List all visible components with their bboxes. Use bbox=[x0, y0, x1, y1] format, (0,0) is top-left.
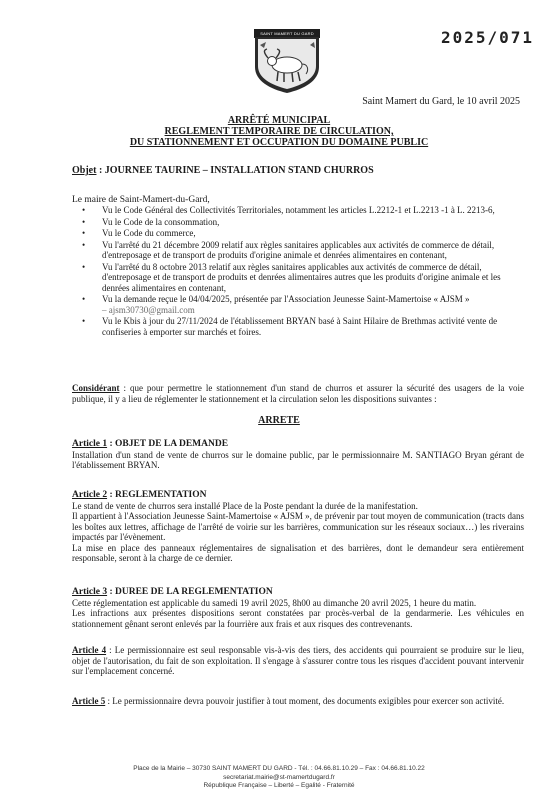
title-line-2: REGLEMENT TEMPORAIRE DE CIRCULATION, bbox=[164, 126, 394, 137]
reference-number: 2025/071 bbox=[440, 28, 534, 47]
article-title: : REGLEMENTATION bbox=[107, 490, 207, 500]
list-item: • Vu le Code de la consommation, bbox=[82, 216, 220, 227]
article-label: Article 4 bbox=[72, 645, 107, 655]
article-text: : Le permissionnaire est seul responsable vis-à-vis des tiers, des accidents qui pourraient se produire sur le lieu, objet de l'autorisation, du fait de son exploitation. Il s'engage à s'assurer contre tous les risques d'accident pouvant intervenir sur l'emplacement concerné. bbox=[72, 645, 525, 676]
email-link[interactable]: – ajsm30730@gmail.com bbox=[102, 304, 195, 315]
vu-text: Vu le Code de la consommation, bbox=[102, 216, 220, 227]
document-title bbox=[0, 115, 558, 148]
vu-text: Vu la demande reçue le 04/04/2025, présentée par l'Association Jeunesse Saint-Mamertoise « AJSM » bbox=[102, 294, 470, 304]
footer-address: Place de la Mairie – 30730 SAINT MAMERT DU GARD - Tél. : 04.66.81.10.29 – Fax : 04.66.81.10.22 bbox=[133, 765, 425, 772]
municipal-crest bbox=[254, 29, 320, 91]
list-item: • Vu la demande reçue le 04/04/2025, présentée par l'Association Jeunesse Saint-Mamertoise « AJSM » – ajsm30730@gmail.com bbox=[82, 294, 470, 315]
article-2-body-2: Il appartient à l'Association Jeunesse Saint-Mamertoise « AJSM », de prévenir par tout moyen de communication (tracts dans les boîtes aux lettres, affichage de l'arrêté de voirie sur les barrières, communication sur les réseaux sociaux…) les riverains impactés par l'évènement. bbox=[72, 511, 525, 542]
list-item: • Vu le Code Général des Collectivités Territoriales, notamment les articles L.2212-1 et L.2213 -1 à L. 2213-6, bbox=[82, 205, 495, 215]
considerant-paragraph bbox=[72, 383, 524, 404]
objet-line bbox=[72, 165, 374, 176]
footer-email[interactable]: secretariat.mairie@st-mamertdugard.fr bbox=[223, 773, 335, 781]
article-2-body: Le stand de vente de churros sera installé Place de la Poste pendant la durée de la manifestation. bbox=[72, 500, 418, 511]
article-2-body-3: La mise en place des panneaux réglementaires de signalisation et des barrières, dont le demandeur sera entièrement responsable, seront à la charge de ce dernier. bbox=[72, 542, 524, 563]
article-title: : DUREE DE LA REGLEMENTATION bbox=[107, 587, 273, 597]
article-1 bbox=[72, 439, 524, 471]
article-3-body: Cette réglementation est applicable du samedi 19 avril 2025, 8h00 au dimanche 20 avril 2025, 1 heure du matin. bbox=[72, 597, 477, 608]
article-2-heading bbox=[72, 490, 524, 501]
considerant-label: Considérant bbox=[72, 383, 120, 393]
considerant-text: : que pour permettre le stationnement d'un stand de churros et assurer la sécurité des usagers de la voie publique, il y a lieu de réglementer le stationnement et la circulation selon les dispositions suivantes : bbox=[72, 383, 524, 404]
title-line-3: DU STATIONNEMENT ET OCCUPATION DU DOMAINE PUBLIC bbox=[129, 137, 429, 148]
article-2 bbox=[72, 490, 524, 564]
article-3-body-2: Les infractions aux présentes dispositions seront constatées par procès-verbal de la gendarmerie. Les véhicules en stationnement gênant seront enlevés par la fourrière aux frais et aux risques des contrevenants. bbox=[72, 608, 524, 629]
vu-text: Vu le Code Général des Collectivités Territoriales, notamment les articles L.2212-1 et L.2213 -1 à L. 2213-6, bbox=[102, 205, 495, 215]
objet-text: : JOURNEE TAURINE – INSTALLATION STAND CHURROS bbox=[96, 165, 374, 176]
article-1-heading bbox=[72, 439, 524, 450]
vu-text: Vu l'arrêté du 8 octobre 2013 relatif aux règles sanitaires applicables aux activités de commerce de détail, d'entreposage et de transport de produits et denrées alimentaires autres que les produits d'origine animale et les denrées alimentaires en contenant, bbox=[102, 261, 501, 293]
dateline: Saint Mamert du Gard, le 10 avril 2025 bbox=[362, 96, 520, 107]
vu-text: Vu l'arrêté du 21 décembre 2009 relatif aux règles sanitaires applicables aux activités de commerce de détail, d'entreposage et de transport de produits d'origine animale et denrées alimentaires en contenant, bbox=[102, 239, 495, 260]
vu-text: Vu le Kbis à jour du 27/11/2024 de l'établissement BRYAN basé à Saint Hilaire de Brethmas activité vente de confiseries à emporter sur marchés et foires. bbox=[102, 316, 498, 337]
article-3 bbox=[72, 587, 524, 629]
article-label: Article 5 bbox=[72, 696, 106, 706]
list-item: • Vu le Kbis à jour du 27/11/2024 de l'établissement BRYAN basé à Saint Hilaire de Brethmas activité vente de confiseries à emporter sur marchés et foires. bbox=[82, 316, 498, 337]
footer-motto: République Française – Liberté – Egalité - Fraternité bbox=[203, 782, 355, 789]
crest-label: SAINT MAMERT DU GARD bbox=[254, 29, 320, 38]
list-item: • Vu l'arrêté du 21 décembre 2009 relatif aux règles sanitaires applicables aux activités de commerce de détail, d'entreposage et de transport de produits d'origine animale et denrées alimentaires en contenant, bbox=[82, 239, 495, 260]
list-item: • Vu le Code du commerce, bbox=[82, 228, 196, 238]
title-line-1: ARRÊTÉ MUNICIPAL bbox=[227, 115, 331, 126]
article-3-heading bbox=[72, 587, 524, 598]
objet-label: Objet bbox=[72, 165, 97, 176]
intro-line: Le maire de Saint-Mamert-du-Gard, bbox=[72, 195, 210, 205]
vu-text: Vu le Code du commerce, bbox=[102, 228, 196, 238]
crest-shield-icon bbox=[254, 37, 320, 93]
article-label: Article 2 bbox=[72, 490, 108, 500]
article-4 bbox=[72, 645, 524, 677]
article-title: : OBJET DE LA DEMANDE bbox=[107, 439, 229, 449]
page-footer bbox=[0, 765, 558, 791]
article-1-body: Installation d'un stand de vente de churros sur le domaine public, par le permissionnaire M. SANTIAGO Bryan gérant de l'établissement BRYAN. bbox=[72, 449, 524, 470]
vu-list bbox=[72, 205, 524, 338]
arrete-heading: ARRETE bbox=[258, 415, 300, 426]
article-text: : Le permissionnaire devra pouvoir justifier à tout moment, des documents exigibles pour exercer son activité. bbox=[105, 696, 505, 706]
article-label: Article 3 bbox=[72, 587, 108, 597]
article-label: Article 1 bbox=[72, 439, 108, 449]
article-5 bbox=[72, 696, 524, 707]
list-item: • Vu l'arrêté du 8 octobre 2013 relatif aux règles sanitaires applicables aux activités de commerce de détail, d'entreposage et de transport de produits et denrées alimentaires autres que les produits d'origine animale et les denrées alimentaires en contenant, bbox=[82, 261, 501, 293]
